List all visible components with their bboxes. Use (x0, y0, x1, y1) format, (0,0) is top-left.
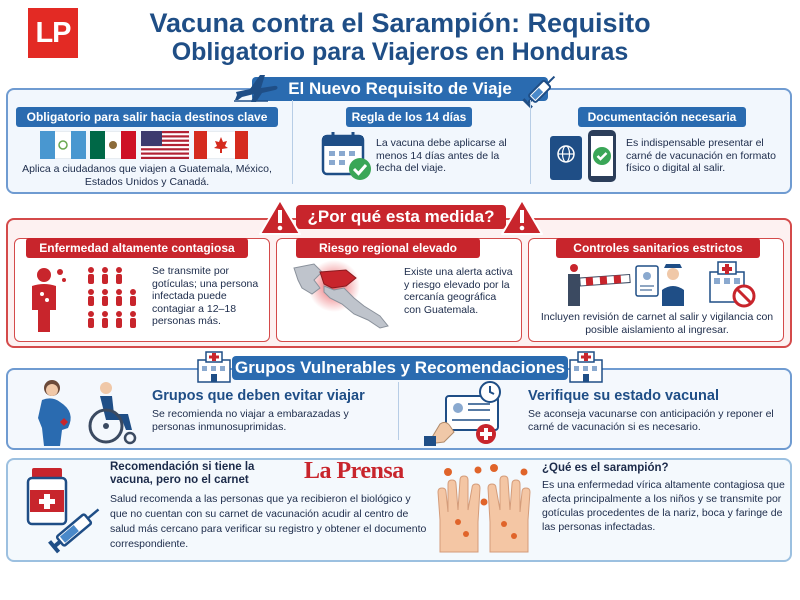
hospital-icon (706, 258, 756, 308)
no-card-heading: Recomendación si tiene la vacuna, pero no el carnet (110, 461, 255, 486)
documentation-text: Es indispensable presentar el carné de vacunación en formato físico o digital al salir. (626, 137, 777, 174)
tag-regional-risk (296, 238, 480, 258)
passport-phone-icon (548, 128, 622, 186)
infected-person-icon (26, 266, 66, 334)
warning-triangle-icon (500, 198, 544, 236)
section3-banner (232, 356, 568, 380)
la-prensa-brand: La Prensa (304, 458, 404, 484)
tag-contagious (26, 238, 248, 258)
hands-virus-icon (434, 462, 534, 554)
divider (292, 100, 293, 184)
tag-sanitary-controls-label: Controles sanitarios estrictos (573, 241, 743, 255)
what-is-measles-text: Es una enfermedad vírica altamente contagiosa que afecta principalmente a los niños y se transmite por gotículas procedentes de la nariz, boca y faringe de las personas infectadas. (542, 479, 785, 533)
flag-canada-icon (194, 131, 248, 159)
section3-banner-label: Grupos Vulnerables y Recomendaciones (234, 358, 566, 377)
tag-mandatory-destinations (16, 107, 278, 127)
divider (530, 100, 531, 184)
section2-banner (296, 205, 506, 229)
section1-banner (252, 77, 548, 101)
hospital-icon (196, 350, 232, 384)
central-america-map-icon (284, 258, 396, 338)
what-is-measles-heading: ¿Qué es el sarampión? (542, 462, 669, 474)
tag-documentation (578, 107, 746, 127)
logo-text: LP (35, 16, 71, 49)
tag-14-day-rule-label: Regla de los 14 días (351, 110, 467, 124)
tag-mandatory-destinations-label: Obligatorio para salir hacia destinos clave (26, 110, 268, 124)
verify-status-heading: Verifique su estado vacunal (528, 388, 719, 404)
avoid-travel-heading: Grupos que deben evitar viajar (152, 388, 365, 404)
tag-14-day-rule (346, 107, 472, 127)
page-title-line1: Vacuna contra el Sarampión: Requisito (149, 8, 651, 38)
contagious-text: Se transmite por gotículas; una persona infectada puede contagiar a 12–18 personas más. (152, 265, 259, 327)
airplane-icon (234, 70, 280, 104)
mandatory-destinations-text: Aplica a ciudadanos que viajen a Guatemala, México, Estados Unidos y Canadá. (22, 163, 272, 188)
avoid-travel-text: Se recomienda no viajar a embarazadas y personas inmunosuprimidas. (152, 408, 349, 433)
page-title-line2: Obligatorio para Viajeros en Honduras (171, 38, 629, 66)
regional-risk-text: Existe una alerta activa y riesgo elevado por la cercanía geográfica con Guatemala. (404, 266, 513, 316)
flag-mexico-icon (90, 131, 136, 159)
tag-contagious-label: Enfermedad altamente contagiosa (39, 241, 235, 255)
border-barrier-icon (562, 260, 632, 306)
vaccine-card-icon (424, 380, 510, 446)
section1-banner-label: El Nuevo Requisito de Viaje (288, 79, 512, 98)
warning-triangle-icon (258, 198, 302, 236)
tag-sanitary-controls (556, 238, 760, 258)
crowd-icon (82, 266, 144, 332)
tag-regional-risk-label: Riesgo regional elevado (318, 241, 458, 255)
calendar-check-icon (320, 130, 374, 182)
tag-documentation-label: Documentación necesaria (587, 110, 737, 124)
14-day-rule-text: La vacuna debe aplicarse al menos 14 días antes de la fecha del viaje. (376, 137, 507, 174)
wheelchair-icon (84, 380, 140, 446)
id-officer-icon (634, 258, 690, 308)
flag-guatemala-icon (40, 131, 86, 159)
section2-banner-label: ¿Por qué esta medida? (307, 207, 495, 226)
hospital-icon (568, 350, 604, 384)
divider (398, 382, 399, 440)
no-card-text: Salud recomenda a las personas que ya recibieron el biológico y que no cuentan con su carnet de vacunación acudir al centro de salud más cercano para verificar su registro y obtener el documento correspondiente. (110, 493, 427, 550)
vaccine-vial-syringe-icon (24, 464, 104, 556)
sanitary-controls-text: Incluyen revisión de carnet al salir y vigilancia con posible aislamiento al ingresar. (540, 311, 774, 336)
verify-status-text: Se aconseja vacunarse con anticipación y reponer el carné de vacunación si es necesario. (528, 408, 774, 433)
syringe-icon (520, 70, 562, 110)
flag-usa-icon (141, 131, 189, 159)
pregnant-woman-icon (30, 378, 82, 448)
